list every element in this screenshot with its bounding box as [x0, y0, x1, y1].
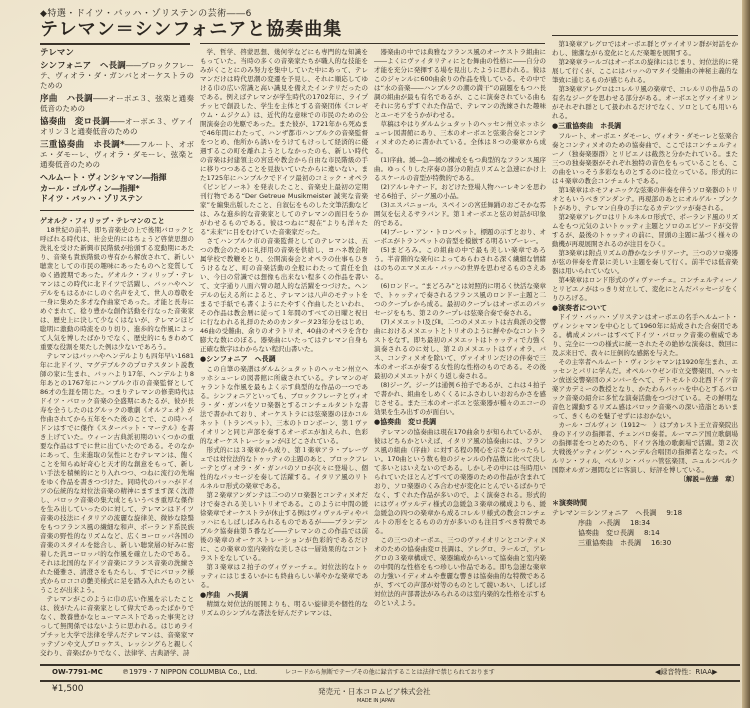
section-heading: ●シンフォニア ヘ長調: [200, 355, 276, 363]
paragraph: 草稿はやはりダルムシュタットのヘッセン州立ホッホシューレ図書館にあり、三本のオーボエと弦楽合奏とコンティヌオのために書かれている。全体は８つの楽章から成る。: [374, 120, 546, 155]
footer: [0, 664, 750, 708]
work-4: 三重協奏曲 ホ長調*――フルート、オボエ・ダモーレ、ヴィオラ・ダモーレ、弦楽と通奏低音のための: [40, 140, 195, 169]
timing-row: テレマン＝シンフォニア ヘ長調 9:18: [552, 509, 683, 517]
copy-notice: レコードから無断でテープその他に録音することは法律で禁じられております: [285, 669, 495, 676]
timings: [552, 498, 738, 548]
paragraph: 器楽曲の中では典雅なフランス風のオーケストラ組曲に――よくにヴァイタリティにとむ舞曲の性格に――自分の才能を充分に発揮する場を見出したように思われる。彼はこのジャンルに600曲余りの作品を残している。その中では“水の音楽――ハンブルクの潮の満干”の副題をもつハ長調の組曲が最も有名であるが、ここに演奏されている曲もそれに劣らずすぐれた作品で、テレマンの洗練された趣味とユーモアをうかがわせる。: [374, 48, 546, 119]
section-heading: ●三重協奏曲 ホ長調: [552, 122, 622, 130]
paragraph: 第1楽章はホモフォニックな弦楽の伴奏を伴うソロ楽器のトリオともいうべきアンダンテ。再現部のあとにオルゲル・プンクトがあり、テレマン自身の手になるカデンツァが奏される。: [552, 185, 738, 212]
paragraph: 第3楽章アレグロはコレルリ風の楽章で、コレルリの作品５の有名なジーグを思わせる部分がある。オーボエとヴァイオリンがそれぞれ群として扱われるだけでなく、ソロとしても用いられる。: [552, 85, 738, 120]
paragraph: 第3楽章は附点リズムの静かなシチリアーナ。三つのソロ楽器が弦の伴奏を背景に美しい主題を奏して行く。前半では低音楽器は用いられていない。: [552, 248, 738, 275]
paragraph: 第２楽章アンダンテは二つのソロ楽器とコンティヌオだけで奏される美しいトリオである。このように中間の緩徐楽章でオーケストラが休止する例はヴィヴァルディやバッハにもしばしばみられるものであるが――ブランデンブルク協奏曲第５番など――テレマンのこの作品では前後の楽章のオーケストレーションが色彩的であるだけに、この楽章の室内楽的な美しさは一層効果的なコントラストをなしている。: [200, 490, 368, 562]
price: ¥1,500: [52, 684, 84, 694]
work-1: シンフォニア ヘ長調――ブロックフレーテ、ヴィオラ・ダ・ガンバとオーケストラのための: [40, 61, 194, 90]
paragraph: この自筆の楽譜はダルムシュタットのヘッセン州立ヘッホシューレの図書館に所蔵されている。テレマンのギャラントな作風を最もよく示す典型的な作品の一つである。シンフォニアといっても、ブロックフレーテとヴィオラ・ダ・ガンバをソロ楽器とするコンチェルタントな書法で書かれており、オーケストラには弦楽器のほかコルネット（トランペット）、三本のトロンボーン、第１ヴァイオリンと同じ声部を奏するオーボエが加えられ、色彩的なオーケストレーションがほどこされている。: [200, 364, 368, 445]
paragraph: (7)メヌエットⅠ及びⅡ。二つのメヌエットは古典派の交響曲におけるメヌエットとトリオのように鮮やかなコントラストをなす。即ち最初のメヌエットはトゥッティで力強く演奏されるのに対し、第２のメヌエットはヴィオラ、バス、コンティヌオを除いて、ヴァイオリンだけの伴奏で三本のオーボエが奏する女性的な性格のものである。その後最初のメヌエットがくり返し奏される。: [374, 318, 546, 380]
paragraph: テレマンがこのように巾の広い作風を示したことは、彼がたんに音楽家として偉大であったばかりでなく、教養豊かなヒューマニストであった事実とけっして無関係ではないように思われる。はじめライプチッヒ大学で法律を学んだテレマンは、音楽家マッテゾンや文人ブロッケス、レッシングらと親しく交わり、音楽ばかりでなく、法律学、古典語学、詩: [40, 595, 194, 657]
series-label: ◆特選・ドイツ・バッハ・ゾリステンの芸術――6: [40, 9, 252, 19]
catalog-number: OW-7791-MC: [52, 668, 103, 676]
riaa-label: ◀録音特性：RIAA▶: [655, 668, 718, 676]
paragraph: 第３楽章は２拍子のヴィヴァーチェ。対位法的なトゥッティにはじまるいかにも終曲らしい華やかな楽章である。: [200, 562, 368, 589]
section-heading: ●演奏者について: [552, 303, 607, 312]
column-4-body: [552, 40, 738, 484]
tracklist: [40, 48, 194, 205]
paragraph: テレマンの協奏曲は現在170曲余りが知られているが、彼はどちらかといえば、イタリア風の協奏曲には、フランス風の組曲（序曲）に対する程の関心を示さなかったらしい。170曲という数も他のジャンルの作品数に比べて決して多いとはいえないのである。しかしその中には当時用いられていたほとんどすべての楽器のための作品が含まれており、ソロ楽器のくみ合わせが変化にとんでいるばかりでなく、すぐれた作品が多いので、よく演奏される。形式的にはヴィヴァルディ様式の急緩急３楽章の構成よりも、緩急緩急の四つの楽章から成るコレルリ様式の教会コンチェルトの形をとるものの方が多いのも注目すべき特徴である。: [374, 427, 546, 535]
paragraph: カール・ゴルヴィン（1912〜 ）はブカレスト王立音楽院出身のドイツの指揮者、チェンバロ奏者。ルーマニア国立歌劇場の指揮者をつとめたのち、ドイツ各地の歌劇場で活躍。第２次大戦後ゲッティンゲン・ヘンデル合唱団の指揮者となった。ベルリン・フィル、ベルリン・バッハ管弦楽団、ニュルンベルク国際オルガン週間などに客演し、好評を博している。: [552, 421, 738, 474]
performer: ヘルムート・ヴィンシャマン―指揮: [40, 173, 167, 182]
column-1: [40, 48, 194, 658]
paragraph: さてハンブルク市の音楽監督としてのテレマンは、五つの教会のために礼拝用の音楽を供給し、ヨハネ教会附属学校で教鞭をとり、公開演奏会とオペラの仕事もひきうけるなど、町の音楽活動の全般にわたって責任を負い、今日の常識では想像も出来ない程多くの作品を書いて、文字通り八面六臂の超人的な活躍をつづけた。ヘンデルの伝える所によると、テレマンは八声のモテットをまるで手紙でも書くようにたやすく作曲したといわれ、その作品は教会暦に従って１年間のすべての日曜と祝日に行なわれる礼拝のためのカンタータ23年分をはじめ、46曲の受難曲、余りのオラトリオ、40曲のオペラを含む膨大な数にのぼる。器楽曲にいたってはテレマン自身も正確な数字はわからない程沢山書いた。: [200, 237, 368, 353]
section-heading: ●協奏曲 変ロ長調: [374, 418, 437, 426]
paragraph: 18世紀の前半、即ち音楽史の上で後期バロックと呼ばれる時代は、社会史的にはちょうど啓蒙思想の洗礼を受けた新興市民階級が抬頭する変動期にあたり、音楽も貴族階級の専有から解放されて、新しい聴衆としての市民の趣味にあったものへと変質してゆく過渡期であった。ゲオルク・フィリップ・テレマンはこの時代に北ドイツで活躍し、バッハやヘンデルをもはるかにしのぐ名声をえて、世人の尊敬を一身に集めた多才な作曲家であった。才能と長寿にめぐまれて、稔り豊かな創作活動を行なった音楽家は、歴史上に決して少なくはないが、テレマンほど聡明に激動の時流をのり切り、進歩的な作風によって人気を博したばかりでなく、歴史的にもきわめて重要な役割を果たした例は少ないであろう。: [40, 226, 194, 351]
paragraph: その主宰者ヘルムート・ヴィンシャマンは1920年生まれ、エッセンとパリに学んだ。オペルハウゼン市立交響楽団、ヘッセン放送交響楽団のメンバーをへて、デトモルトの北西ドイツ音楽アカデミーの教授となり、かたわらバッハを中心とするバロック音楽の紹介に多忙な演奏活動をつづけている。その鮮明な音色と躍動するリズム感はバロック音楽への深い造詣とあいまって、きくものを魅了せずにはおかない。: [552, 358, 738, 420]
tracklist-rule: [40, 210, 194, 211]
publisher: 発売元・日本コロムビア株式会社: [318, 687, 431, 696]
paragraph: 学、哲学、啓蒙思想、幾何学などにも専門的な知識をもっていた。当時の多くの音楽家たちが職人的な技能をみがくことにのみ努力を集中していた中にあって、テレマンだけは時代思潮の変遷を予見し、それに順応してゆける巾の広い常識と高い識見を備えたインテリだったのである。例えばテレマンが学生時代の1702年に、ライプチッヒで創設した、学生を主体とする音楽団体《コレギウム・ムジクム》は、近代的な意味での市民のための公開演奏会の先駆であった。また彼が、1721年から死ぬまで46年間にわたって、ハンザ都市ハンブルクの音楽監督をつとめ、他所から誘いをうけてもけっして経済的に優遇するこの町を離れようとしなかったのも、新しい時代の音楽は封建領主の宮廷や教会から自由な市民階級の手に移りつつあることを見抜いていたからに違いない。また1725年にハンブルクでドイツ最初のコミック・オペラ《ピンピノーネ》を発表したこと、音楽史上最初の定期刊行物である“Der Getreue Musikmeister 誠実な音楽家”を編集出版したこと、自叙伝をものした文筆活動などは、みな進歩的な音楽家としてのテレマンの面目をうかがわせるものである。彼はつねに“現在”よりも洋々たる“未来”に目をむけていた音楽家だった。: [200, 48, 368, 236]
paragraph: (8)ジーグ。ジーグは通例６拍子であるが、これは４拍子で書かれ、組曲をしめくくるにふさわしいおおらかさを感じさせる。また三本のオーボエと弦楽器が種々のエコーの効果を生み出すのが面白い。: [374, 381, 546, 416]
paragraph: (1)序曲。緩―急―緩の構成をもつ典型的なフランス風序曲。ゆっくりした序奏の部分の附点リズムと急速にかけ上るスケールの音型が特徴的である。: [374, 156, 546, 182]
timings-heading: ＊演奏時間: [552, 499, 587, 507]
section-heading: ゲオルク・フィリップ・テレマンのこと: [40, 216, 165, 225]
header-rule-right: [552, 35, 738, 36]
paragraph: 精緻な対位法的展開よりも、明るい旋律美や個性的なリズムのシンプルな書法を好んだテレマンは、: [200, 600, 368, 617]
performer: ドイツ・バッハ・ゾリステン: [40, 194, 143, 203]
paragraph: (5)まどろみ。この組曲の中で最も美しい楽章であろう。半音階的な楽句によってあらわされる深く繊細な情緒はのちのエマヌエル・バッハの世界を思わせるものさえある。: [374, 246, 546, 281]
work-2: 序曲 ハ長調――オーボエ３、弦楽と通奏低音のための: [40, 94, 194, 113]
title-rule: [40, 43, 190, 45]
paragraph: 形式的には３楽章から成り、第１楽章アラ・ブレーヴェでは対位法的なトゥッティの主題のあと、ブロックフレーテとヴィオラ・ダ・ガンバのソロが次々に登場し、個性的なパッセージを奏して活躍する。イタリア風のリトルネルロ形式の楽章である。: [200, 445, 368, 490]
paragraph: この三つのオーボエ、三つのヴァイオリンとコンティヌオのための協奏曲変ロ長調は、アレグロ、ラールゴ、アレグロの３楽章構成で、楽器編成からいって協奏曲と室内楽の中間的な性格をもつ珍しい作品である。即ち急速な楽章の力強いイディオムや豊麗な響きは協奏曲的な特徴であるが、すべての声部が対等のものとして競いあい、しばしば対位法的声部書法がみられるのは室内楽的な性格を示すものといえよう。: [374, 535, 546, 607]
section-heading: ●序曲 ハ長調: [200, 590, 249, 599]
performer: カール・ゴルヴィン―指揮*: [40, 183, 140, 193]
credit: 〔解説＝佐藤 章〕: [679, 475, 738, 483]
paragraph: 第2楽章ラールゴはオーボエの旋律にはじまり、対位法的に発展して行くが、ここにはバッハのマタイ受難曲の神秘主義的な筆致に通じるものが感じられる。: [552, 58, 739, 84]
paragraph: ドイツ・バッハ・ゾリステンはオーボエの名手ヘルムート・ヴィンシャマンを中心として1960年に結成された合奏団である。構成メンバーはすべてドイツ・バロック音楽の権威であり、完全に一つの様式に統一されたその絶妙な演奏は、数回に及ぶ来日で、我々に圧倒的な感銘を与えた。: [552, 313, 738, 357]
cover-edge: [742, 0, 750, 708]
paragraph: 第1楽章アレグロではオーボエ群とヴァイオリン群が対話をかわし、簡潔ながら変化にとんだ楽趣を展開する。: [552, 40, 738, 57]
timing-row: 三重協奏曲 ホ長調 16:30: [578, 539, 672, 547]
footer-rule-top: [40, 664, 740, 666]
paragraph: (2)アルレキナード。おどけた登場人物ハーレキンを思わせる6拍子、ジーグ風の小品。: [374, 183, 546, 200]
paragraph: (6)ロンドー。“まどろみ”とは対照的に明るく快活な楽章で、トゥッティで奏されるフランス風のロンドー主題と二つのクープレから成る。最初のクープレはオーボエのパッセージをもち、第２のクープレは弦楽合奏で奏される。: [374, 282, 546, 317]
made-in-japan: MADE IN JAPAN: [357, 698, 395, 704]
footer-rule-bottom: [40, 680, 740, 682]
paragraph: (4)ブーレ・アン・トロンペット。標題の示すとおり、オーボエがトランペットの音型を模倣する明るいブーレー。: [374, 228, 546, 245]
paragraph: (3)エスパニョール。スペインの宮廷舞踊のおごそかな雰囲気を伝えるサラバンド。第１オーボエと弦の対話が印象的である。: [374, 201, 546, 227]
header-rule: [200, 43, 545, 44]
column-4: [552, 40, 738, 548]
work-3: 協奏曲 変ロ長調――オーボエ３、ヴァイオリン３と通奏低音のための: [40, 117, 194, 136]
article-body: [40, 217, 194, 659]
paragraph: テレマンはバッハやヘンデルよりも四年早い1681年に北ドイツ、マグデブルクのプロテスタント説教師の家に生まれ、バッハより17年、ヘンデルより8年あとの1767年にハンブルク市の音楽監督として86才の生涯を閉じた。つまりテレマンの修業時代はドイツ・バロック音楽の全盛期にあたるが、彼が長寿を全うしたのはグルックの歌劇《オルフェオ》が作曲されてから五年をへた後のことで、この時ハイドンはすでに傑作《スターバット・マーテル》を書き上げていた。ウィーン古典派初期のいくつかの重要な作品はすでに世に出ていたのである。そのなかにあって、生来進取の気性にとむテレマンは、飽くことを知らぬ好奇心と天才的な創意をもって、新しい手法を積極的にとり入れつつ、つねに流行の先端をゆく作品を書きつづけた。同時代のバッハがドイツの伝統的な対位法音楽の精神にますます深く沈潜し、バロック音楽の集大成ともいうべき重厚な傑作を生み出していったのに対して、テレマンはドイツ音楽の技法にイタリアの流麗な旋律美、微妙な陰翳をもつフランス風の繊細な和声、ポーランド系民族音楽の野性的なリズムなど、広くヨーロッパ各国の音楽のスタイルを総合し、新しい聴衆層の好みに密着した汎ヨーロッパ的な作風を確立したのである。それは北国的なドイツ音楽にフランス音楽の洗練された優雅さ、清澄さをもたらし、すでにバロック様式からロココの艶美様式に足を踏み入れたものということが出来よう。: [40, 352, 194, 594]
paragraph: 第4楽章はロンド形式のヴィヴァーチェ。コンチェルティーノとリピエノがはっきり対立して、変化にとんだパッセージをくりひろげる。: [552, 275, 738, 302]
page-title: テレマン＝シンフォニアと協奏曲集: [40, 19, 343, 40]
copyright: ℗1979・7 NIPPON COLUMBIA Co., Ltd.: [122, 668, 258, 676]
paragraph: フルート、オーボエ・ダモーレ、ヴィオラ・ダモーレと弦楽合奏とコンティヌオのための協奏曲で、ここではコンチェルティーノ（独奏楽器群）とリピエノは截然と分かたれている。また三つの独奏楽器がそれぞれ独特の音色をもっていることも、この曲をいっそう多彩なものとするのに役立っている。形式的には４楽章の教会コンチェルトである。: [552, 131, 738, 185]
composer: テレマン: [40, 48, 74, 58]
column-3: [374, 48, 546, 608]
timing-row: 序曲 ハ長調 18:34: [578, 519, 651, 527]
paragraph: 第2楽章アレグロはリトルネルロ形式で、ポーランド風のリズムをもつ元気のよいトゥッティ主題とソロのエピソードが交替するが、最後のトゥッティの前に、冒頭の主題に基づく様々の動機が再現展開されるのが注目をひく。: [552, 212, 738, 248]
timing-row: 協奏曲 変ロ長調 8:14: [578, 529, 660, 537]
column-2: [200, 48, 368, 618]
